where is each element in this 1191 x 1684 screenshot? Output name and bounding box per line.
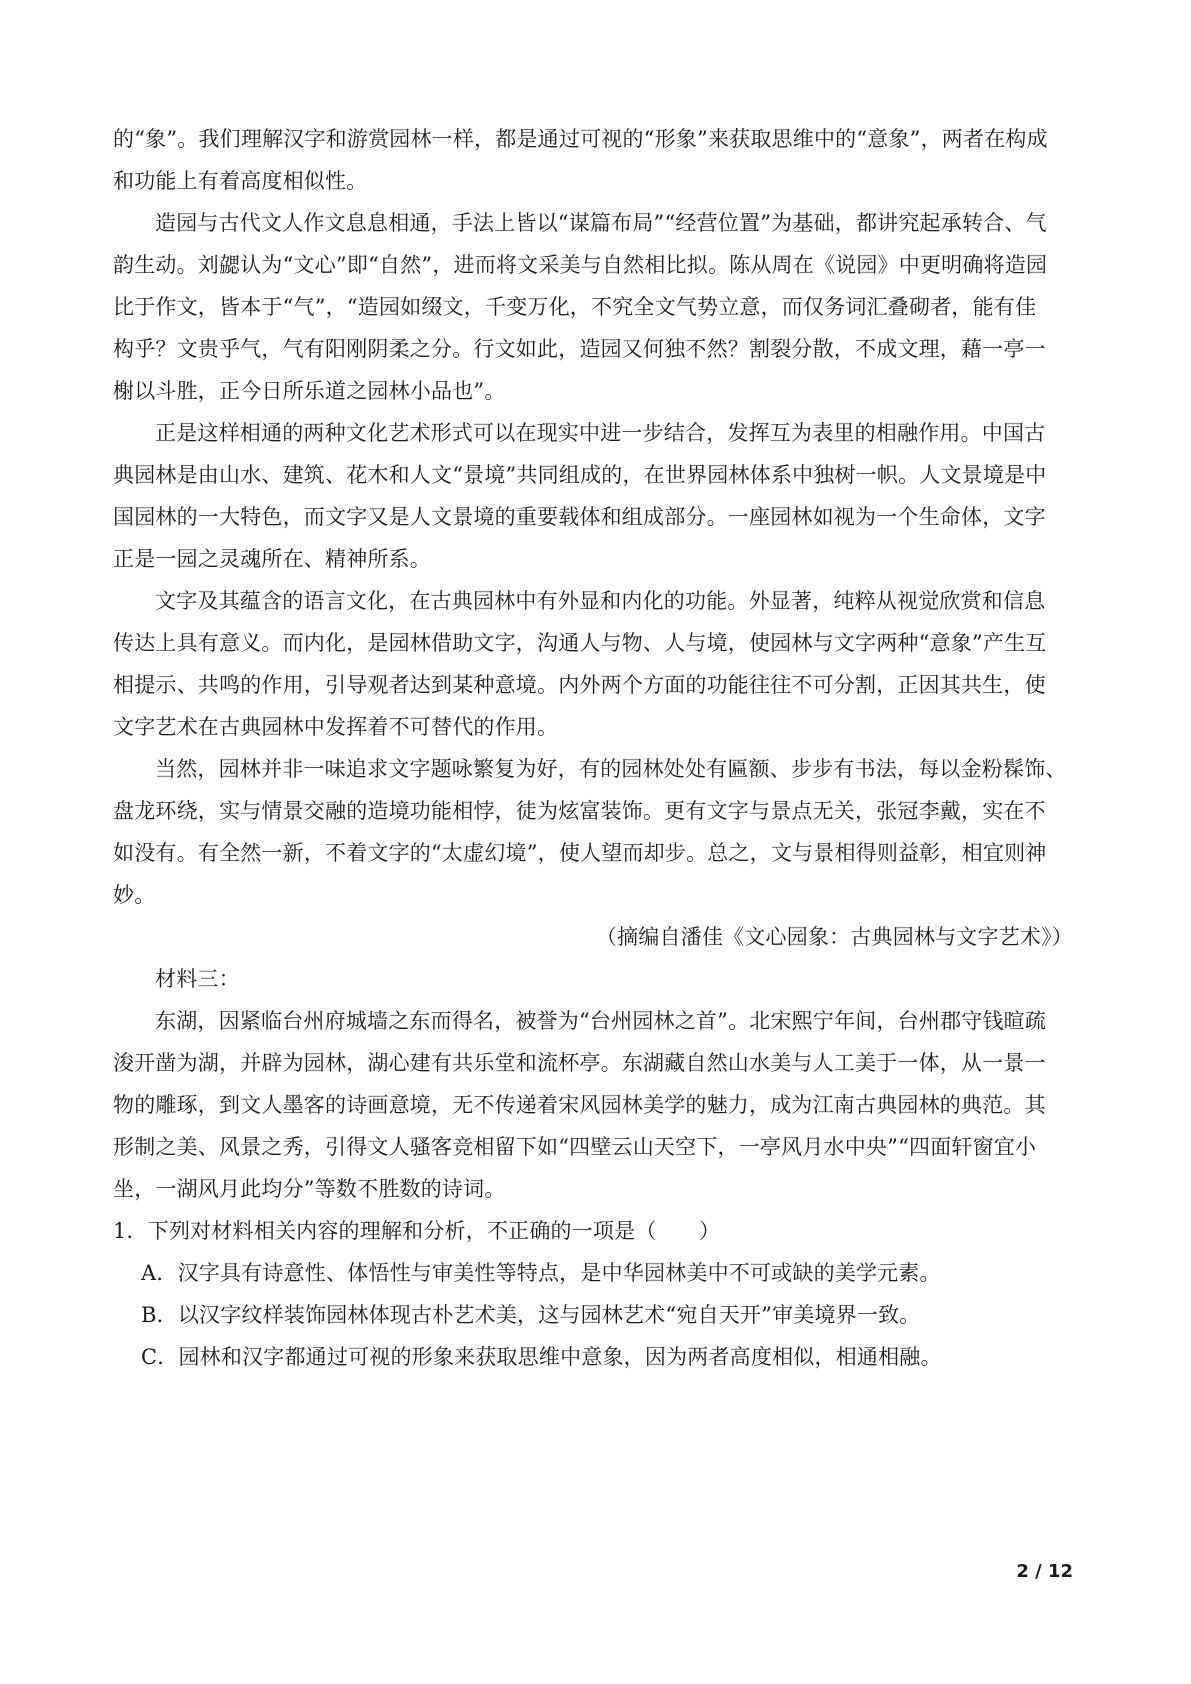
- text-line: 浚开凿为湖，并辟为园林，湖心建有共乐堂和流杯亭。东湖藏自然山水美与人工美于一体，从一景一: [113, 1051, 1046, 1075]
- option-b: B．以汉字纹样装饰园林体现古朴艺术美，这与园林艺术“宛自天开”审美境界一致。: [141, 1303, 921, 1327]
- source-citation: （摘编自潘佳《文心园象：古典园林与文字艺术》）: [595, 925, 1073, 949]
- text-line: 构乎？文贵乎气，气有阳刚阴柔之分。行文如此，造园又何独不然？割裂分散，不成文理，藉一亭一: [113, 337, 1046, 361]
- text-line: 韵生动。刘勰认为“文心”即“自然”，进而将文采美与自然相比拟。陈从周在《说园》中更明确将造园: [113, 253, 1048, 277]
- paragraph-start: 文字及其蕴含的语言文化，在古典园林中有外显和内化的功能。外显著，纯粹从视觉欣赏和信息: [155, 589, 1046, 613]
- text-line: 国园林的一大特色，而文字又是人文景境的重要载体和组成部分。一座园林如视为一个生命体，文字: [113, 505, 1046, 529]
- paragraph-start: 东湖，因紧临台州府城墙之东而得名，被誉为“台州园林之首”。北宋熙宁年间，台州郡守钱暄疏: [155, 1009, 1047, 1033]
- text-line: 传达上具有意义。而内化，是园林借助文字，沟通人与物、人与境，使园林与文字两种“意象”产生互: [113, 631, 1047, 655]
- paragraph-start: 当然，园林并非一味追求文字题咏繁复为好，有的园林处处有匾额、步步有书法，每以金粉髹饰、: [155, 757, 1067, 781]
- text-line: 比于作文，皆本于“气”，“造园如缀文，千变万化，不究全文气势立意，而仅务词汇叠砌者，能有佳: [113, 295, 1037, 319]
- text-line: 文字艺术在古典园林中发挥着不可替代的作用。: [113, 715, 559, 739]
- paragraph-start: 正是这样相通的两种文化艺术形式可以在现实中进一步结合，发挥互为表里的相融作用。中国古: [155, 421, 1046, 445]
- text-line: 相提示、共鸣的作用，引导观者达到某种意境。内外两个方面的功能往往不可分割，正因其共生，使: [113, 673, 1046, 697]
- option-c: C．园林和汉字都通过可视的形象来获取思维中意象，因为两者高度相似，相通相融。: [141, 1345, 942, 1369]
- paragraph-start: 造园与古代文人作文息息相通，手法上皆以“谋篇布局”“经营位置”为基础，都讲究起承转合、气: [155, 211, 1047, 235]
- text-line: 坐，一湖风月此均分”等数不胜数的诗词。: [113, 1177, 506, 1201]
- option-a: A．汉字具有诗意性、体悟性与审美性等特点，是中华园林美中不可或缺的美学元素。: [141, 1261, 941, 1285]
- text-line: 物的雕琢，到文人墨客的诗画意境，无不传递着宋风园林美学的魅力，成为江南古典园林的典范。其: [113, 1093, 1046, 1117]
- text-line: 典园林是由山水、建筑、花木和人文“景境”共同组成的，在世界园林体系中独树一帜。人文景境是中: [113, 463, 1047, 487]
- page-content: [113, 118, 1073, 1378]
- section-heading: 材料三：: [155, 967, 240, 991]
- text-line: 形制之美、风景之秀，引得文人骚客竞相留下如“四壁云山天空下，一亭风月水中央”“四面轩窗宜小: [113, 1135, 1037, 1159]
- text-line: 榭以斗胜，正今日所乐道之园林小品也”。: [113, 379, 506, 403]
- text-line: 妙。: [113, 883, 156, 907]
- text-line: 如没有。有全然一新，不着文字的“太虚幻境”，使人望而却步。总之，文与景相得则益彰，相宜则神: [113, 841, 1047, 865]
- text-line: 的“象”。我们理解汉字和游赏园林一样，都是通过可视的“形象”来获取思维中的“意象”，两者在构成: [113, 127, 1048, 151]
- page-number: 2 / 12: [1016, 1561, 1073, 1582]
- question-stem: 1．下列对材料相关内容的理解和分析，不正确的一项是（ ）: [113, 1219, 721, 1243]
- text-line: 盘龙环绕，实与情景交融的造境功能相悖，徒为炫富装饰。更有文字与景点无关，张冠李戴，实在不: [113, 799, 1046, 823]
- text-line: 正是一园之灵魂所在、精神所系。: [113, 547, 431, 571]
- text-line: 和功能上有着高度相似性。: [113, 169, 368, 193]
